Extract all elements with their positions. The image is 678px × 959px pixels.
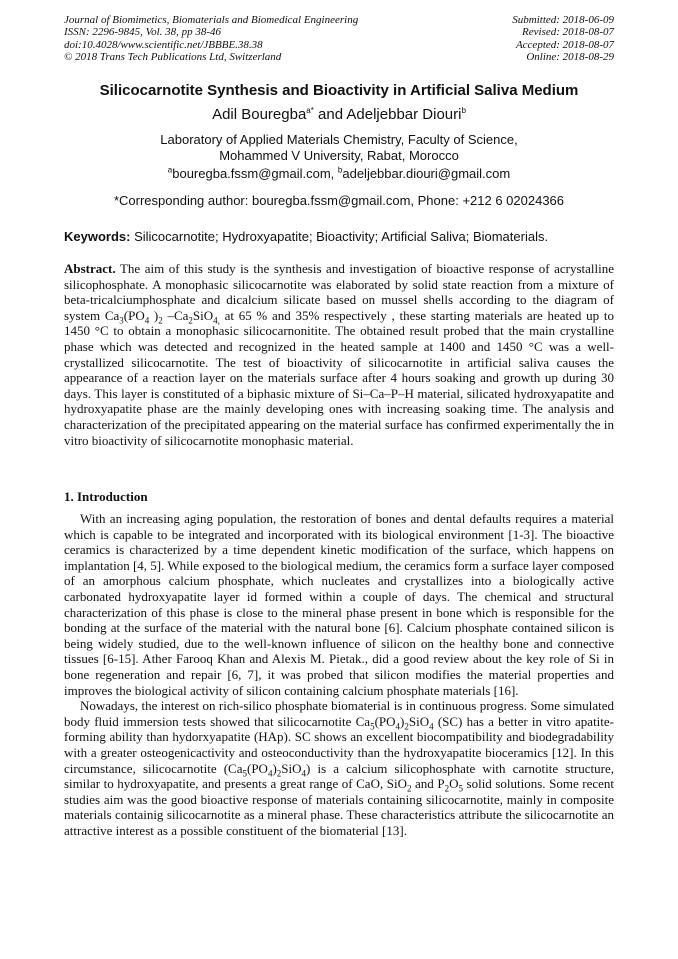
header-left [64,14,358,63]
subscript: 2 [158,315,163,326]
subscript: 2 [407,783,412,794]
subscript: 2 [188,315,193,326]
affiliation-line-1: Laboratory of Applied Materials Chemistry, Faculty of Science, [160,132,518,147]
intro-text: Nowadays, the interest on rich-silico phosphate biomaterial is in continuous progress. Some simulated body fluid immersion tests showed that silicocarnotite Ca [64,698,614,729]
author-conjunction: and [313,106,347,123]
intro-text: ) [272,760,277,776]
intro-paragraph-2 [64,698,614,838]
author-emails [0,166,678,181]
introduction [64,511,614,838]
paper-title: Silicocarnotite Synthesis and Bioactivity in Artificial Saliva Medium [99,82,579,99]
subscript: 2 [404,721,409,732]
date-online: Online: 2018-08-29 [526,50,614,63]
subscript: 4 [301,768,307,779]
corresponding-author: *Corresponding author: bouregba.fssm@gmail.com, Phone: +212 6 02024366 [113,193,565,208]
intro-text: (PO [246,760,268,776]
abstract [64,261,614,448]
journal-doi: doi:10.4028/www.scientific.net/JBBBE.38.38 [64,38,263,51]
author-line [0,106,678,123]
abstract-text: at 65 % and 35% respectively , these starting materials are heated up to 1450 °C to obtain a monophasic silicocarnonitite. The obtained result probed that the main crystalline phase which was detected and recognized in the heated sample at 1400 and 1450 °C was a well-crystallized silicocarnotite. The test of bioactivity of silicocarnotite in artificial saliva causes the appearance of a reaction layer on the materials surface after 4 hours soaking and growth up during 30 days. This layer is constituted of a biphasic mixture of Si–Ca–P–H material, silicated hydroxyapatite and hydroxyapatite phase are the mainly developing ones with increasing soaking time. The analysis and characterization of the precipitated appearing on the material surface has confirmed experimentally the in vitro bioactivity of silicocarnotite monophasic material. [64,307,614,448]
email-a: bouregba.fssm@gmail.com [172,166,331,181]
subscript: 4 [267,768,273,779]
subscript: 4, [213,315,220,326]
intro-text: solid solutions. Some recent studies aim was the good bioactive response of materials containing silicocarnotite, mainly in composite materials containig silicocarnotite as a mineral phase. These characteristics attribute the silicocarnotite an attractive interest as a possible constituent of the biomaterial [13]. [64,776,615,838]
email-b: adeljebbar.diouri@gmail.com [342,166,511,181]
date-revised: Revised: 2018-08-07 [522,26,614,39]
subscript: 3 [119,315,124,326]
intro-text: ) [400,713,405,729]
date-accepted: Accepted: 2018-08-07 [515,38,614,51]
keywords-text: Silicocarnotite; Hydroxyapatite; Bioactivity; Artificial Saliva; Biomaterials. [130,229,549,244]
intro-paragraph-1: With an increasing aging population, the restoration of bones and dental defaults requires a material which is capable to be integrated and incorporated with its biological environment [1-3]. The bioactive ceramics is characterized by a time dependent kinetic modification of the surface, which happens on implantation [4, 5]. While exposed to the biological medium, the ceramics form a surface layer composed of an amorphous calcium phosphate, which nucleates and crystallizes into a biologically active carbonated hydroxyapatite layer id formed within a couple of days. The chemical and structural characterization of this phase is close to the mineral phase present in bone which is responsible for the bonding at the surface of the material with the natural bone [6]. Calcium phosphate contained silicon is being widely studied, due to the well-known influence of silicon on the healthy bone and connective tissues [6-15]. Ather Farooq Khan and Alexis M. Pietak., did a good review about the key role of Si in bone regeneration and repair [6, 7], it was probed that silicon modifies the material properties and improves the biological activity of silicon containing calcium phosphate materials [16]. [64,511,614,698]
author-2: Adeljebbar Diouri [346,106,462,123]
email-separator: , [330,166,338,181]
abstract-text: –Ca [162,307,189,323]
subscript: 5 [242,768,247,779]
subscript: 4 [395,721,401,732]
abstract-label: Abstract. [64,261,116,276]
intro-text: (PO [374,713,396,729]
author-1: Adil Bouregba [212,106,307,123]
keywords-label: Keywords: [64,229,131,244]
abstract-text: (PO [123,307,145,323]
abstract-text: The aim of this study is the synthesis and investigation of bioactive response of acrystalline silicophosphate. A monophasic silicocarnotite was elaborated by solid state reaction from a mixture of beta-tricalciumphosphate and dicalcium silicate based on mussel shells according to the diagram of system Ca [64,261,614,323]
intro-text: SiO [281,760,302,776]
author-2-mark: b [461,106,466,115]
section-heading: 1. Introduction [64,489,148,504]
email-b-mark: b [337,165,343,175]
intro-text: and P [411,776,445,792]
subscript: 4 [144,315,150,326]
abstract-text: ) [149,307,159,323]
subscript: 4 [429,721,434,732]
journal-name: Journal of Biomimetics, Biomaterials and Biomedical Engineering [64,14,359,26]
journal-copyright: © 2018 Trans Tech Publications Ltd, Switzerland [64,50,282,63]
date-submitted: Submitted: 2018-06-09 [512,14,614,26]
header-right [512,14,614,63]
subscript: 2 [444,783,450,794]
intro-text: SiO [408,713,430,729]
affiliation [0,132,678,164]
email-a-mark: a [167,165,173,175]
intro-text: ) is a calcium silicophosphate with carnotite structure, similar to hydroxyapatite, and presents a great range of CaO, SiO [64,760,614,792]
intro-text: (SC) has a better in vitro apatite-forming ability than hydorxyapatite (HAp). SC shows an excellent biocompatibility and biodegradability with a greater osteogenicactivity and osteoconductivity than the hydroxyapatite bioceramics [12]. In this circumstance, silicocarnotite (Ca [64,713,615,776]
keywords [64,229,624,244]
subscript: 5 [370,721,375,732]
journal-issn: ISSN: 2296-9845, Vol. 38, pp 38-46 [64,26,222,39]
abstract-text: SiO [192,307,214,323]
subscript: 2 [276,768,282,779]
intro-text: O [449,776,459,792]
subscript: 5 [458,783,463,794]
author-1-mark: a* [306,106,314,115]
affiliation-line-2: Mohammed V University, Rabat, Morocco [219,148,459,163]
